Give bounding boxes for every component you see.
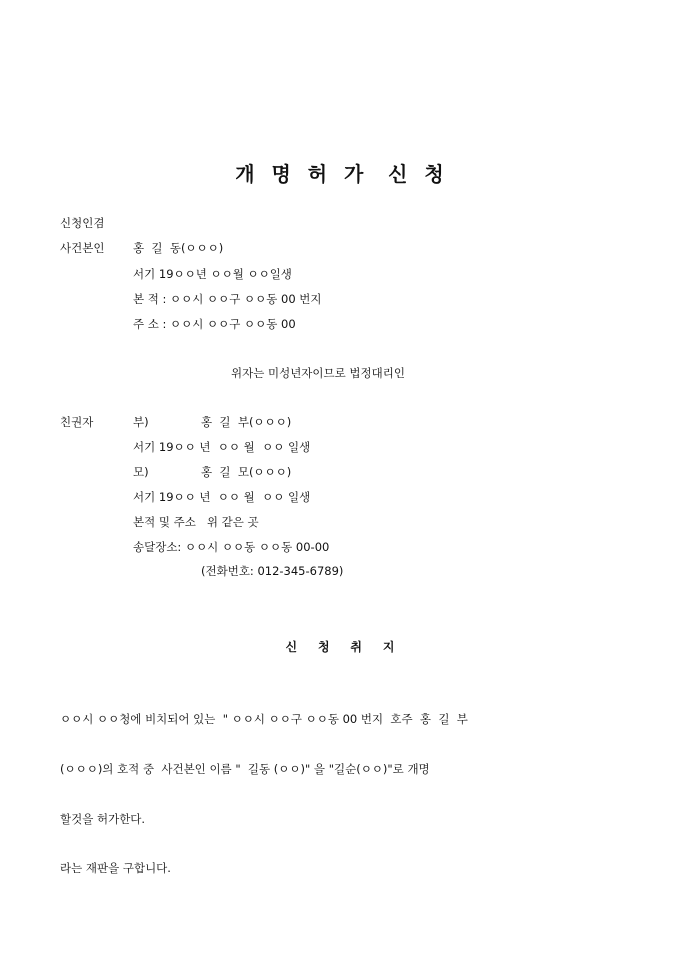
principal-domicile: 본 적 : ㅇㅇ시 ㅇㅇ구 ㅇㅇ동 00 번지 [133, 292, 322, 306]
mother-label: 모) [133, 465, 149, 479]
principal-label: 사건본인 [60, 241, 105, 255]
phone-number: (전화번호: 012-345-6789) [201, 564, 344, 578]
document-title: 개 명 허 가 신 청 [235, 162, 445, 186]
guardian-domicile: 본적 및 주소 위 같은 곳 [133, 515, 259, 529]
minor-note: 위자는 미성년자이므로 법정대리인 [231, 366, 405, 380]
applicant-header: 신청인겸 [60, 216, 105, 230]
guardian-label: 친권자 [60, 415, 94, 429]
principal-birth: 서기 19ㅇㅇ년 ㅇㅇ월 ㅇㅇ일생 [133, 267, 292, 281]
body-line-1: ㅇㅇ시 ㅇㅇ청에 비치되어 있는 " ㅇㅇ시 ㅇㅇ구 ㅇㅇ동 00 번지 호주 홍 길 부 [60, 712, 468, 726]
father-label: 부) [133, 415, 149, 429]
mother-birth: 서기 19ㅇㅇ 년 ㅇㅇ 월 ㅇㅇ 일생 [133, 490, 311, 504]
delivery-address: 송달장소: ㅇㅇ시 ㅇㅇ동 ㅇㅇ동 00-00 [133, 540, 330, 554]
body-line-4: 라는 재판을 구합니다. [60, 861, 171, 875]
father-birth: 서기 19ㅇㅇ 년 ㅇㅇ 월 ㅇㅇ 일생 [133, 440, 311, 454]
body-line-2: (ㅇㅇㅇ)의 호적 중 사건본인 이름 " 길동 (ㅇㅇ)" 을 "길순(ㅇㅇ)"로 개명 [60, 762, 430, 776]
body-line-3: 할것을 허가한다. [60, 812, 146, 826]
mother-name: 홍 길 모(ㅇㅇㅇ) [201, 465, 292, 479]
purpose-title: 신 청 취 지 [285, 640, 395, 654]
principal-address: 주 소 : ㅇㅇ시 ㅇㅇ구 ㅇㅇ동 00 [133, 317, 296, 331]
father-name: 홍 길 부(ㅇㅇㅇ) [201, 415, 292, 429]
principal-name: 홍 길 동(ㅇㅇㅇ) [133, 241, 224, 255]
